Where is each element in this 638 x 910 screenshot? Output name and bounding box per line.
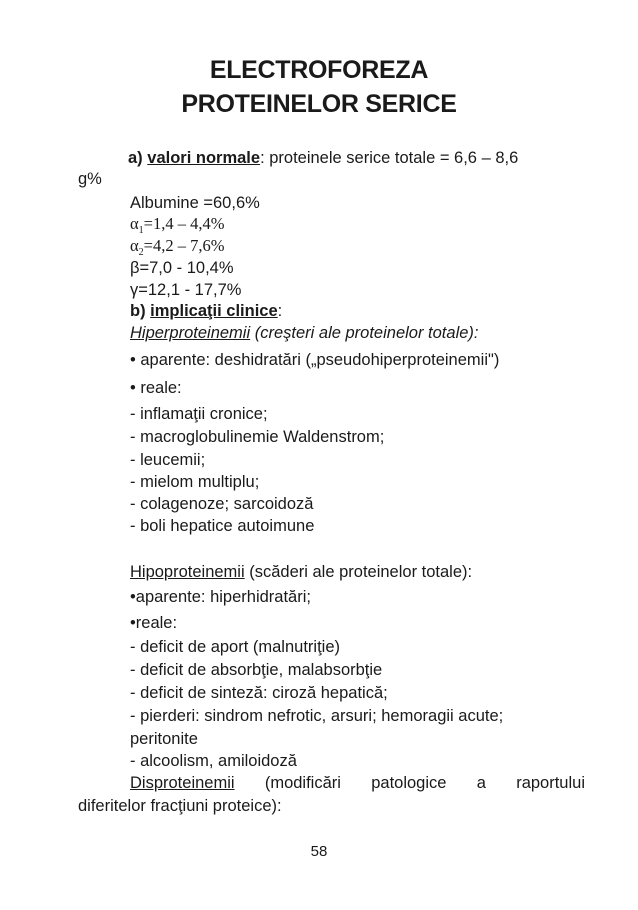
dis-wrap: diferitelor fracţiuni proteice): [78,797,282,815]
section-b-label: b) [130,302,146,320]
alpha1-subscript: 1 [138,225,144,236]
hipo-item: peritonite [130,730,198,748]
dis-word: raportului [516,774,585,792]
title-line-1: ELECTROFOREZA [209,56,429,84]
gamma-value: γ=12,1 - 17,7% [130,281,242,299]
hipo-heading: Hipoproteinemii [130,563,245,581]
hiper-bullet-aparente: • aparente: deshidratări („pseudohiperproteinemii") [130,351,500,369]
dis-heading-line [130,773,585,793]
hipo-item: - deficit de aport (malnutriţie) [130,638,340,656]
section-b-line [130,301,282,321]
hiper-item: - colagenoze; sarcoidoză [130,495,314,513]
dis-word: (modificări [264,774,341,792]
hipo-heading-line [130,562,472,582]
section-a-line [128,148,518,168]
hiper-item: - inflamaţii cronice; [130,405,268,423]
dis-word: a [476,774,486,792]
section-a-heading: valori normale [147,149,261,167]
section-b-heading: implicaţii clinice [150,302,278,320]
hiper-paren: (creşteri ale proteinelor totale): [250,324,479,342]
hiper-item: - macroglobulinemie Waldenstrom; [130,428,385,446]
alpha1-range: =1,4 – 4,4% [143,214,225,233]
hiper-heading: Hiperproteinemii [130,324,251,342]
hiper-item: - boli hepatice autoimune [130,517,315,535]
section-a-label: a) [128,149,143,167]
section-a-wrap: g% [78,170,102,188]
dis-word: patologice [371,774,447,792]
page-number: 58 [310,843,328,860]
hipo-item: - deficit de absorbţie, malabsorbţie [130,661,383,679]
dis-heading: Disproteinemii [130,774,235,792]
hiper-heading-line [130,323,479,343]
title-line-2: PROTEINELOR SERICE [181,90,457,118]
alpha2-symbol: α [130,236,139,255]
hipo-item: - pierderi: sindrom nefrotic, arsuri; hemoragii acute; [130,707,504,725]
beta-value: β=7,0 - 10,4% [130,259,234,277]
alpha2-subscript: 2 [138,247,144,258]
alpha2-range: =4,2 – 7,6% [143,236,225,255]
section-a-text: : proteinele serice totale = 6,6 – 8,6 [260,149,519,167]
alpha1-symbol: α [130,214,139,233]
hiper-item: - leucemii; [130,451,206,469]
section-b-colon: : [277,302,283,320]
albumine-value: Albumine =60,6% [130,194,260,212]
hipo-item: - deficit de sinteză: ciroză hepatică; [130,684,388,702]
hipo-bullet-reale: •reale: [130,614,178,632]
hiper-item: - mielom multiplu; [130,473,260,491]
hipo-paren: (scăderi ale proteinelor totale): [244,563,473,581]
hiper-bullet-reale: • reale: [130,379,182,397]
hipo-item: - alcoolism, amiloidoză [130,752,297,770]
hipo-bullet-aparente: •aparente: hiperhidratări; [130,588,311,606]
